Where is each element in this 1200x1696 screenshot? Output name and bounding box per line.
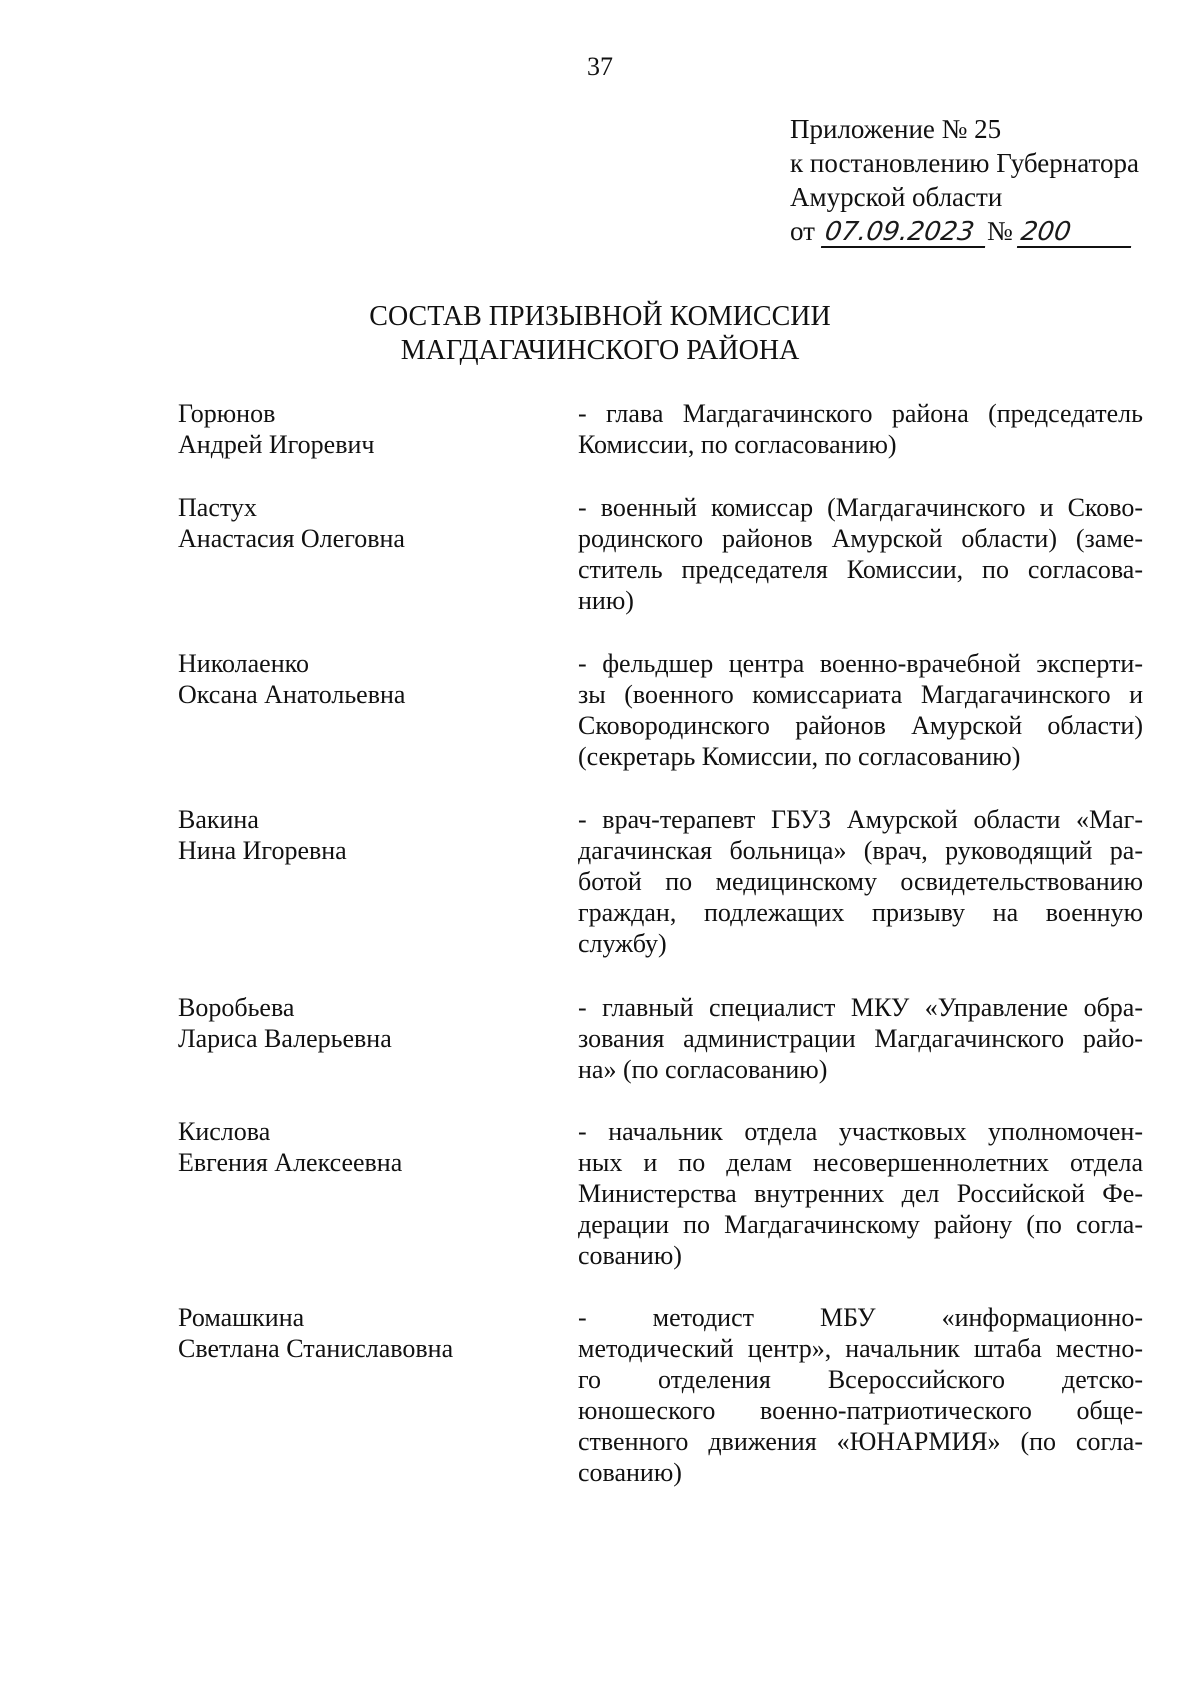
member-given-names: Светлана Станиславовна [178,1334,454,1363]
member-name [178,648,538,710]
role-line: дагачинская больница» (врач, руководящий ра- [578,836,1143,865]
role-line: сованию) [578,1241,682,1270]
appendix-number: Приложение № 25 [790,114,1002,144]
title-line-2: МАГДАГАЧИНСКОГО РАЙОНА [400,335,800,366]
member-role [578,398,1143,460]
member-surname: Вакина [178,805,259,834]
role-line: службу) [578,929,667,958]
member-surname: Кислова [178,1117,271,1146]
member-role [578,492,1143,616]
role-line: ных и по делам несовершеннолетних отдела [578,1148,1143,1177]
appendix-region: Амурской области [790,182,1003,212]
role-line: ститель председателя Комиссии, по согласова- [578,555,1143,584]
role-line: родинского районов Амурской области) (заме- [578,524,1143,553]
handwritten-number: 200 [1017,218,1135,248]
member-role [578,648,1143,772]
member-role [578,804,1143,959]
role-line: - методист МБУ «информационно- [578,1303,1143,1332]
title-line-1: СОСТАВ ПРИЗЫВНОЙ КОМИССИИ [369,301,831,332]
appendix-decree-ref: к постановлению Губернатора [790,148,1139,178]
member-surname: Воробьева [178,993,295,1022]
role-line: граждан, подлежащих призыву на военную [578,898,1143,927]
role-line: - глава Магдагачинского района (председатель [578,399,1143,428]
member-surname: Горюнов [178,399,276,428]
role-line: - главный специалист МКУ «Управление обра- [578,993,1143,1022]
member-given-names: Анастасия Олеговна [178,524,405,553]
role-line: Министерства внутренних дел Российской Фе- [578,1179,1143,1208]
member-surname: Ромашкина [178,1303,305,1332]
role-line: методический центр», начальник штаба местно- [578,1334,1143,1363]
member-given-names: Андрей Игоревич [178,430,375,459]
role-line: - начальник отдела участковых уполномочен- [578,1117,1143,1146]
role-line: - фельдшер центра военно-врачебной эксперти- [578,649,1143,678]
member-given-names: Оксана Анатольевна [178,680,406,709]
role-line: ственного движения «ЮНАРМИЯ» (по согла- [578,1427,1143,1456]
role-line: юношеского военно-патриотического обще- [578,1396,1143,1425]
member-role [578,1302,1143,1488]
member-name [178,1302,538,1364]
member-given-names: Лариса Валерьевна [178,1024,392,1053]
role-line: на» (по согласованию) [578,1055,828,1084]
role-line: (секретарь Комиссии, по согласованию) [578,742,1021,771]
role-line: Комиссии, по согласованию) [578,430,897,459]
member-name [178,398,538,460]
role-line: сованию) [578,1458,682,1487]
appendix-date-number-row [790,214,1170,248]
member-role [578,1116,1143,1271]
appendix-header [790,112,1170,248]
role-line: зования администрации Магдагачинского райо- [578,1024,1143,1053]
role-line: - врач-терапевт ГБУЗ Амурской области «Маг- [578,805,1143,834]
role-line: - военный комиссар (Магдагачинского и Сково- [578,493,1143,522]
appendix-from-label: от [790,216,815,246]
member-role [578,992,1143,1085]
member-given-names: Евгения Алексеевна [178,1148,403,1177]
member-name [178,492,538,554]
member-given-names: Нина Игоревна [178,836,347,865]
document-title [0,300,1200,368]
handwritten-date: 07.09.2023 [821,218,989,248]
member-name [178,1116,538,1178]
role-line: ботой по медицинскому освидетельствованию [578,867,1143,896]
role-line: го отделения Всероссийского детско- [578,1365,1143,1394]
role-line: Сковородинского районов Амурской области) [578,711,1143,740]
member-surname: Пастух [178,493,257,522]
role-line: дерации по Магдагачинскому району (по согла- [578,1210,1143,1239]
role-line: зы (военного комиссариата Магдагачинского и [578,680,1143,709]
member-name [178,804,538,866]
member-name [178,992,538,1054]
page-number: 37 [587,52,613,81]
appendix-number-label: № [986,216,1013,246]
role-line: нию) [578,586,634,615]
member-surname: Николаенко [178,649,309,678]
